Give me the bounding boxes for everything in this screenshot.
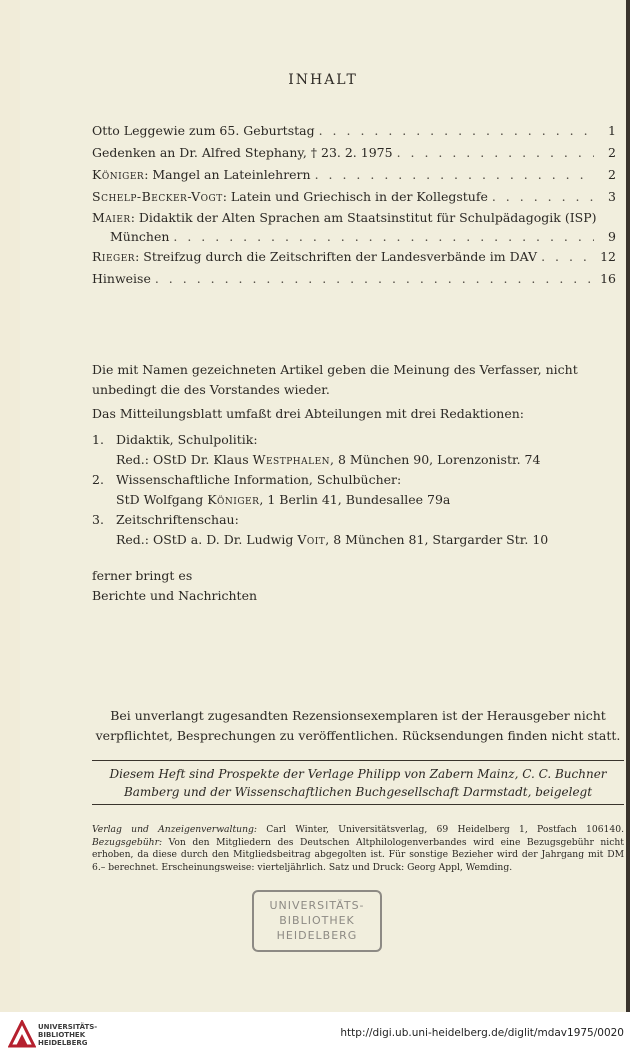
review-copies-notice: Bei unverlangt zugesandten Rezensionsexemplaren ist der Herausgeber nicht verpflichtet, Besprechungen zu veröffentlichen. Rücksendungen finden nicht statt. <box>95 708 621 743</box>
toc-entry-page: 9 <box>608 229 616 244</box>
toc-entry-page: 12 <box>600 249 616 264</box>
inserts-notice: Diesem Heft sind Prospekte der Verlage Philipp von Zabern Mainz, C. C. Buchner Bamberg und der Wissenschaftlichen Buchgesellschaft Darmstadt, beigelegt <box>109 767 607 799</box>
list-item: 2. Wissenschaftliche Information, Schulbücher: StD Wolfgang Königer, 1 Berlin 41, Bundesallee 79a <box>92 472 451 507</box>
toc-entry <box>92 120 616 142</box>
toc-entry <box>92 164 616 186</box>
divider <box>92 760 624 761</box>
toc-entry-page: 16 <box>600 271 616 286</box>
toc-entry-title: : Latein und Griechisch in der Kollegstufe <box>222 189 488 204</box>
scan-edge <box>626 0 630 1012</box>
publisher-info: Verlag und Anzeigenverwaltung: Carl Winter, Universitätsverlag, 69 Heidelberg 1, Postfach 106140. Bezugsgebühr: Von den Mitgliedern des Deutschen Altphilologenverbandes wird eine Bezugsgebühr nicht erhoben, da diese durch den Mitgliedsbeitrag abgegolten ist. Für sonstige Bezieher wird der Jahrgang mit DM 6.– berechnet. Erscheinungsweise: vierteljährlich. Satz und Druck: Georg Appl, Wemding. <box>92 824 624 873</box>
disclaimer-paragraph: Die mit Namen gezeichneten Artikel geben die Meinung des Verfasser, nicht unbedingt die des Vorstandes wieder. <box>92 362 578 397</box>
departments-intro: Das Mitteilungsblatt umfaßt drei Abteilungen mit drei Redaktionen: <box>92 406 525 421</box>
list-item: 3. Zeitschriftenschau: Red.: OStD a. D. Dr. Ludwig Voit, 8 München 81, Stargarder Str. 10 <box>92 512 549 547</box>
toc-entry-title: Hinweise <box>92 271 151 286</box>
departments-list <box>92 430 620 550</box>
toc-entry-author: Königer <box>92 167 145 182</box>
toc-entry-title-cont: München <box>110 229 170 244</box>
page-title: INHALT <box>288 72 358 88</box>
table-of-contents <box>92 120 616 290</box>
library-name: UNIVERSITÄTS- BIBLIOTHEK HEIDELBERG <box>38 1023 98 1047</box>
toc-entry-title: : Mangel an Lateinlehrern <box>144 167 311 182</box>
toc-entry <box>92 142 616 164</box>
library-stamp: UNIVERSITÄTS- BIBLIOTHEK HEIDELBERG <box>252 890 382 952</box>
toc-entry-page: 1 <box>608 123 616 138</box>
toc-entry <box>92 186 616 208</box>
toc-entry-author: Schelp-Becker-Vogt <box>92 189 223 204</box>
reports-text: Berichte und Nachrichten <box>92 588 258 603</box>
toc-entry-author: Rieger <box>92 249 136 264</box>
toc-entry <box>92 268 616 290</box>
viewer-footer <box>0 1012 630 1058</box>
page-url-link[interactable]: http://digi.ub.uni-heidelberg.de/diglit/mdav1975/0020 <box>340 1027 624 1039</box>
toc-entry-title: Otto Leggewie zum 65. Geburtstag <box>92 123 315 138</box>
university-library-logo-icon <box>8 1020 36 1048</box>
divider <box>92 804 624 805</box>
toc-entry-page: 3 <box>608 189 616 204</box>
toc-entry-author: Maier <box>92 210 131 225</box>
also-brings-text: ferner bringt es <box>92 568 193 583</box>
scanned-page <box>20 0 629 1012</box>
toc-entry-page: 2 <box>608 145 616 160</box>
toc-entry <box>92 246 616 268</box>
toc-entry-page: 2 <box>608 167 616 182</box>
toc-entry-title: : Didaktik der Alten Sprachen am Staatsinstitut für Schulpädagogik (ISP) <box>130 210 597 225</box>
toc-entry <box>92 208 616 246</box>
toc-entry-title: : Streifzug durch die Zeitschriften der Landesverbände im DAV <box>135 249 538 264</box>
list-item: 1. Didaktik, Schulpolitik: Red.: OStD Dr. Klaus Westphalen, 8 München 90, Lorenzonistr. 74 <box>92 432 541 467</box>
toc-entry-title: Gedenken an Dr. Alfred Stephany, † 23. 2. 1975 <box>92 145 393 160</box>
